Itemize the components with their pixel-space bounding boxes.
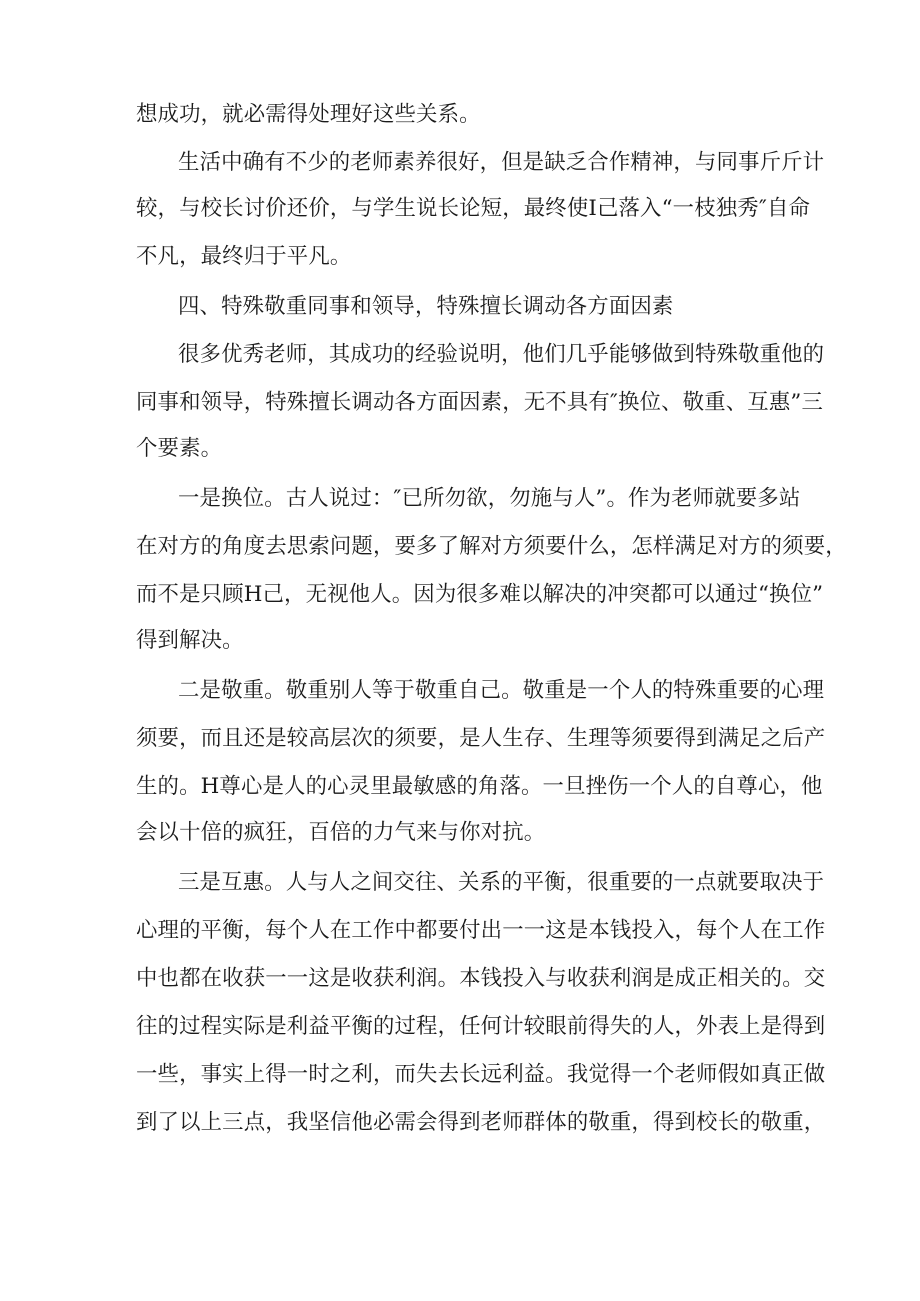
text-line: 中也都在收获一一这是收获利润。本钱投入与收获利润是成正相关的。交 [136, 966, 826, 991]
text-line: 一是换位。古人说过：″已所勿欲，勿施与人”。作为老师就要多站 [178, 486, 801, 511]
text-line: 会以十倍的疯狂，百倍的力气来与你对抗。 [136, 820, 546, 845]
text-line: 很多优秀老师，其成功的经验说明，他们几乎能够做到特殊敬重他的 [178, 342, 825, 367]
text-line: 一些，事实上得一时之利，而失去长远利益。我觉得一个老师假如真正做 [136, 1062, 826, 1087]
text-line: 生活中确有不少的老师素养很好，但是缺乏合作精神，与同事斤斤计 [178, 150, 825, 175]
text-line: 三是互惠。人与人之间交往、关系的平衡，很重要的一点就要取决于 [178, 870, 825, 895]
text-line: 到了以上三点，我坚信他必需会得到老师群体的敬重，得到校长的敬重， [136, 1110, 826, 1135]
text-line: 往的过程实际是利益平衡的过程，任何计较眼前得失的人，外表上是得到 [136, 1014, 826, 1039]
section-heading: 四、特殊敬重同事和领导，特殊擅长调动各方面因素 [178, 294, 674, 319]
text-line: 想成功，就必需得处理好这些关系。 [136, 102, 481, 127]
text-line: 心理的平衡，每个人在工作中都要付出一一这是本钱投入，每个人在工作 [136, 918, 826, 943]
text-line: 在对方的角度去思索问题，要多了解对方须要什么，怎样满足对方的须要， [136, 534, 847, 559]
text-line: 二是敬重。敬重别人等于敬重自己。敬重是一个人的特殊重要的心理 [178, 678, 825, 703]
text-line: 个要素。 [136, 436, 223, 461]
text-line: 而不是只顾H己，无视他人。因为很多难以解决的冲突都可以通过“换位” [136, 582, 824, 607]
text-line: 得到解决。 [136, 628, 244, 653]
text-line: 生的。H尊心是人的心灵里最敏感的角落。一旦挫伤一个人的自尊心，他 [136, 774, 823, 799]
text-line: 不凡，最终归于平凡。 [136, 244, 352, 269]
text-line: 须要，而且还是较高层次的须要，是人生存、生理等须要得到满足之后产 [136, 726, 826, 751]
text-line: 较，与校长讨价还价，与学生说长论短，最终使Ⅰ己落入“一枝独秀″自命 [136, 196, 811, 221]
text-line: 同事和领导，特殊擅长调动各方面因素，无不具有″换位、敬重、互惠”三 [136, 390, 823, 415]
